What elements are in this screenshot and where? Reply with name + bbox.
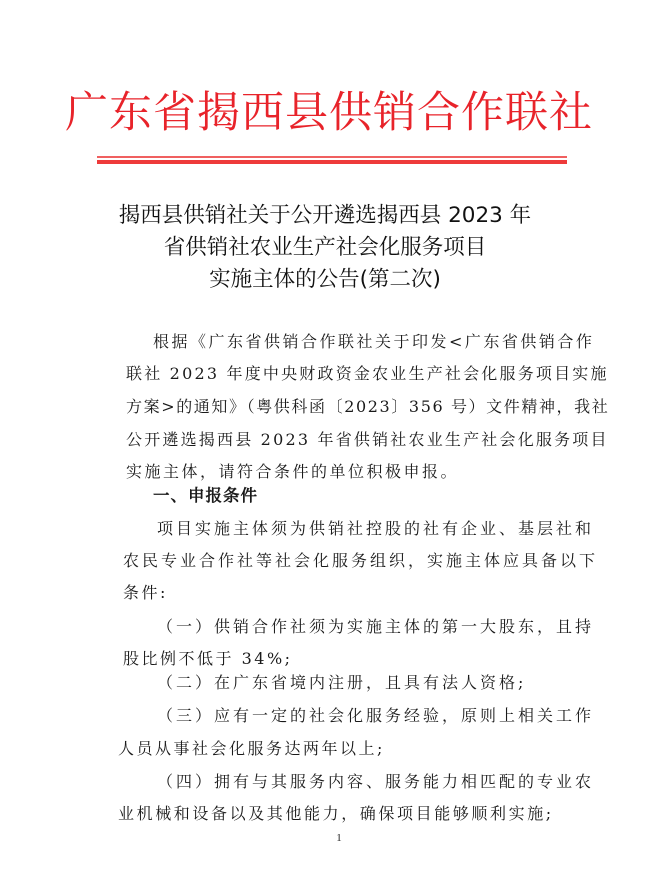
title-line-1: 揭西县供销社关于公开遴选揭西县 2023 年 [118,203,532,228]
section-lead-line-3: 条件: [123,583,168,602]
letterhead-organization: 广东省揭西县供销合作联社 [65,88,593,138]
title-line-2: 省供销社农业生产社会化服务项目 [163,235,487,260]
intro-line-3: 方案>的通知》（粤供科函〔2023〕356 号）文件精神，我社 [126,397,610,416]
intro-line-4: 公开遴选揭西县 2023 年省供销社农业生产社会化服务项目 [126,430,609,449]
intro-line-2: 联社 2023 年度中央财政资金农业生产社会化服务项目实施 [126,364,609,383]
condition-2-line-1: （二）在广东省境内注册，且具有法人资格; [157,673,527,692]
page-number: 1 [336,832,342,844]
letterhead-rule-thin [97,156,567,158]
section-lead-line-2: 农民专业合作社等社会化服务组织，实施主体应具备以下 [123,551,599,570]
condition-3-line-2: 人员从事社会化服务达两年以上; [118,739,385,758]
section-heading: 一、申报条件 [153,486,258,505]
section-lead-line-1: 项目实施主体须为供销社控股的社有企业、基层社和 [157,519,595,538]
condition-4-line-2: 业机械和设备以及其他能力，确保项目能够顺利实施; [118,804,554,823]
condition-4-line-1: （四）拥有与其服务内容、服务能力相匹配的专业农 [157,772,595,791]
intro-line-1: 根据《广东省供销合作联社关于印发<广东省供销合作 [153,332,595,351]
condition-1-line-1: （一）供销合作社须为实施主体的第一大股东，且持 [157,617,595,636]
condition-3-line-1: （三）应有一定的社会化服务经验，原则上相关工作 [157,706,595,725]
letterhead-rule-thick [97,160,567,164]
document-title [0,200,650,296]
condition-1-line-2: 股比例不低于 34%; [123,649,293,668]
title-line-3: 实施主体的公告(第二次) [209,267,441,292]
intro-line-5: 实施主体，请符合条件的单位积极申报。 [126,462,460,481]
